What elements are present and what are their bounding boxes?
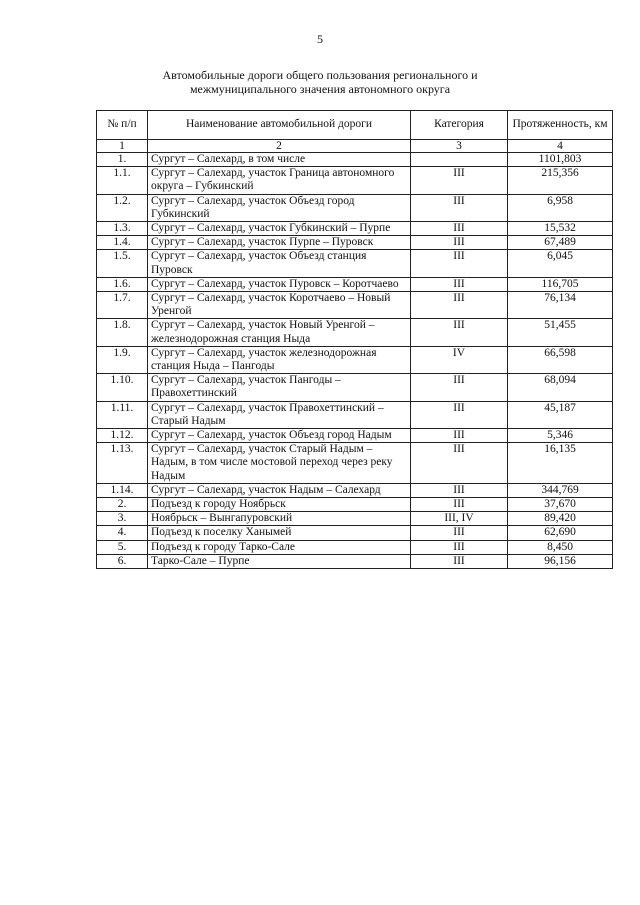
road-category xyxy=(411,153,508,167)
road-category: III xyxy=(411,540,508,554)
header-category: Категория xyxy=(411,111,508,140)
row-number: 1.5. xyxy=(97,250,148,277)
row-number: 1. xyxy=(97,153,148,167)
road-category: IV xyxy=(411,346,508,373)
road-category: III xyxy=(411,498,508,512)
table-row xyxy=(97,319,613,346)
road-length: 8,450 xyxy=(508,540,613,554)
table-row xyxy=(97,554,613,568)
document-title xyxy=(0,68,640,96)
road-name: Подъезд к поселку Ханымей xyxy=(148,526,411,540)
row-number: 2. xyxy=(97,498,148,512)
road-name: Сургут – Салехард, участок Пурпе – Пуровск xyxy=(148,236,411,250)
table-row xyxy=(97,222,613,236)
road-name: Сургут – Салехард, участок Правохеттинский – Старый Надым xyxy=(148,401,411,428)
road-name: Сургут – Салехард, участок Коротчаево – Новый Уренгой xyxy=(148,292,411,319)
road-name: Сургут – Салехард, участок Пуровск – Коротчаево xyxy=(148,277,411,291)
table-row xyxy=(97,526,613,540)
road-length: 45,187 xyxy=(508,401,613,428)
road-category: III xyxy=(411,554,508,568)
road-category: III xyxy=(411,292,508,319)
table-row xyxy=(97,443,613,484)
road-length: 76,134 xyxy=(508,292,613,319)
table-row xyxy=(97,540,613,554)
header-road-name: Наименование автомобильной дороги xyxy=(148,111,411,140)
road-category: III xyxy=(411,194,508,221)
column-index: 3 xyxy=(411,140,508,153)
road-name: Сургут – Салехард, участок Объезд станция Пуровск xyxy=(148,250,411,277)
road-length: 5,346 xyxy=(508,429,613,443)
table-row xyxy=(97,236,613,250)
table-row xyxy=(97,153,613,167)
road-length: 96,156 xyxy=(508,554,613,568)
row-number: 1.6. xyxy=(97,277,148,291)
row-number: 1.11. xyxy=(97,401,148,428)
road-category: III, IV xyxy=(411,512,508,526)
road-category: III xyxy=(411,429,508,443)
road-name: Сургут – Салехард, в том числе xyxy=(148,153,411,167)
table-row xyxy=(97,401,613,428)
road-length: 6,958 xyxy=(508,194,613,221)
road-category: III xyxy=(411,167,508,194)
road-category: III xyxy=(411,222,508,236)
road-length: 344,769 xyxy=(508,483,613,497)
row-number: 1.1. xyxy=(97,167,148,194)
road-name: Тарко-Сале – Пурпе xyxy=(148,554,411,568)
page-number: 5 xyxy=(317,32,323,46)
road-name: Сургут – Салехард, участок Объезд город Губкинский xyxy=(148,194,411,221)
table-row xyxy=(97,429,613,443)
row-number: 3. xyxy=(97,512,148,526)
table-row xyxy=(97,277,613,291)
road-length: 66,598 xyxy=(508,346,613,373)
table-row xyxy=(97,374,613,401)
row-number: 1.2. xyxy=(97,194,148,221)
road-category: III xyxy=(411,374,508,401)
road-name: Сургут – Салехард, участок Граница автономного округа – Губкинский xyxy=(148,167,411,194)
road-category: III xyxy=(411,250,508,277)
road-name: Сургут – Салехард, участок Пангоды – Правохеттинский xyxy=(148,374,411,401)
road-name: Сургут – Салехард, участок железнодорожная станция Ныда – Пангоды xyxy=(148,346,411,373)
table-row xyxy=(97,483,613,497)
road-length: 51,455 xyxy=(508,319,613,346)
roads-table xyxy=(96,110,613,569)
row-number: 5. xyxy=(97,540,148,554)
document-title-line-1: Автомобильные дороги общего пользования регионального и xyxy=(162,68,478,82)
road-name: Сургут – Салехард, участок Губкинский – Пурпе xyxy=(148,222,411,236)
header-length: Протяженность, км xyxy=(508,111,613,140)
road-category: III xyxy=(411,443,508,484)
road-length: 215,356 xyxy=(508,167,613,194)
column-index: 2 xyxy=(148,140,411,153)
column-index-row xyxy=(97,140,613,153)
road-length: 68,094 xyxy=(508,374,613,401)
road-name: Подъезд к городу Ноябрьск xyxy=(148,498,411,512)
road-category: III xyxy=(411,483,508,497)
road-length: 116,705 xyxy=(508,277,613,291)
row-number: 1.12. xyxy=(97,429,148,443)
road-category: III xyxy=(411,319,508,346)
road-name: Сургут – Салехард, участок Объезд город Надым xyxy=(148,429,411,443)
road-length: 15,532 xyxy=(508,222,613,236)
row-number: 1.8. xyxy=(97,319,148,346)
road-length: 62,690 xyxy=(508,526,613,540)
road-category: III xyxy=(411,236,508,250)
road-length: 16,135 xyxy=(508,443,613,484)
row-number: 1.3. xyxy=(97,222,148,236)
road-length: 6,045 xyxy=(508,250,613,277)
road-name: Сургут – Салехард, участок Старый Надым – Надым, в том числе мостовой переход через реку Надым xyxy=(148,443,411,484)
row-number: 1.7. xyxy=(97,292,148,319)
row-number: 6. xyxy=(97,554,148,568)
table-row xyxy=(97,167,613,194)
road-category: III xyxy=(411,401,508,428)
table-row xyxy=(97,250,613,277)
road-name: Сургут – Салехард, участок Надым – Салехард xyxy=(148,483,411,497)
row-number: 1.13. xyxy=(97,443,148,484)
road-category: III xyxy=(411,526,508,540)
document-title-line-2: межмуниципального значения автономного округа xyxy=(189,82,451,96)
table-row xyxy=(97,512,613,526)
table-row xyxy=(97,292,613,319)
row-number: 1.4. xyxy=(97,236,148,250)
row-number: 1.14. xyxy=(97,483,148,497)
road-length: 89,420 xyxy=(508,512,613,526)
table-row xyxy=(97,194,613,221)
road-category: III xyxy=(411,277,508,291)
column-index: 1 xyxy=(97,140,148,153)
row-number: 1.10. xyxy=(97,374,148,401)
roads-table-body xyxy=(97,140,613,569)
table-header-row xyxy=(97,111,613,140)
row-number: 1.9. xyxy=(97,346,148,373)
road-length: 37,670 xyxy=(508,498,613,512)
road-name: Сургут – Салехард, участок Новый Уренгой – железнодорожная станция Ныда xyxy=(148,319,411,346)
road-name: Ноябрьск – Вынгапуровский xyxy=(148,512,411,526)
table-row xyxy=(97,498,613,512)
table-row xyxy=(97,346,613,373)
header-number: № п/п xyxy=(97,111,148,140)
road-name: Подъезд к городу Тарко-Сале xyxy=(148,540,411,554)
column-index: 4 xyxy=(508,140,613,153)
road-length: 67,489 xyxy=(508,236,613,250)
row-number: 4. xyxy=(97,526,148,540)
road-length: 1101,803 xyxy=(508,153,613,167)
